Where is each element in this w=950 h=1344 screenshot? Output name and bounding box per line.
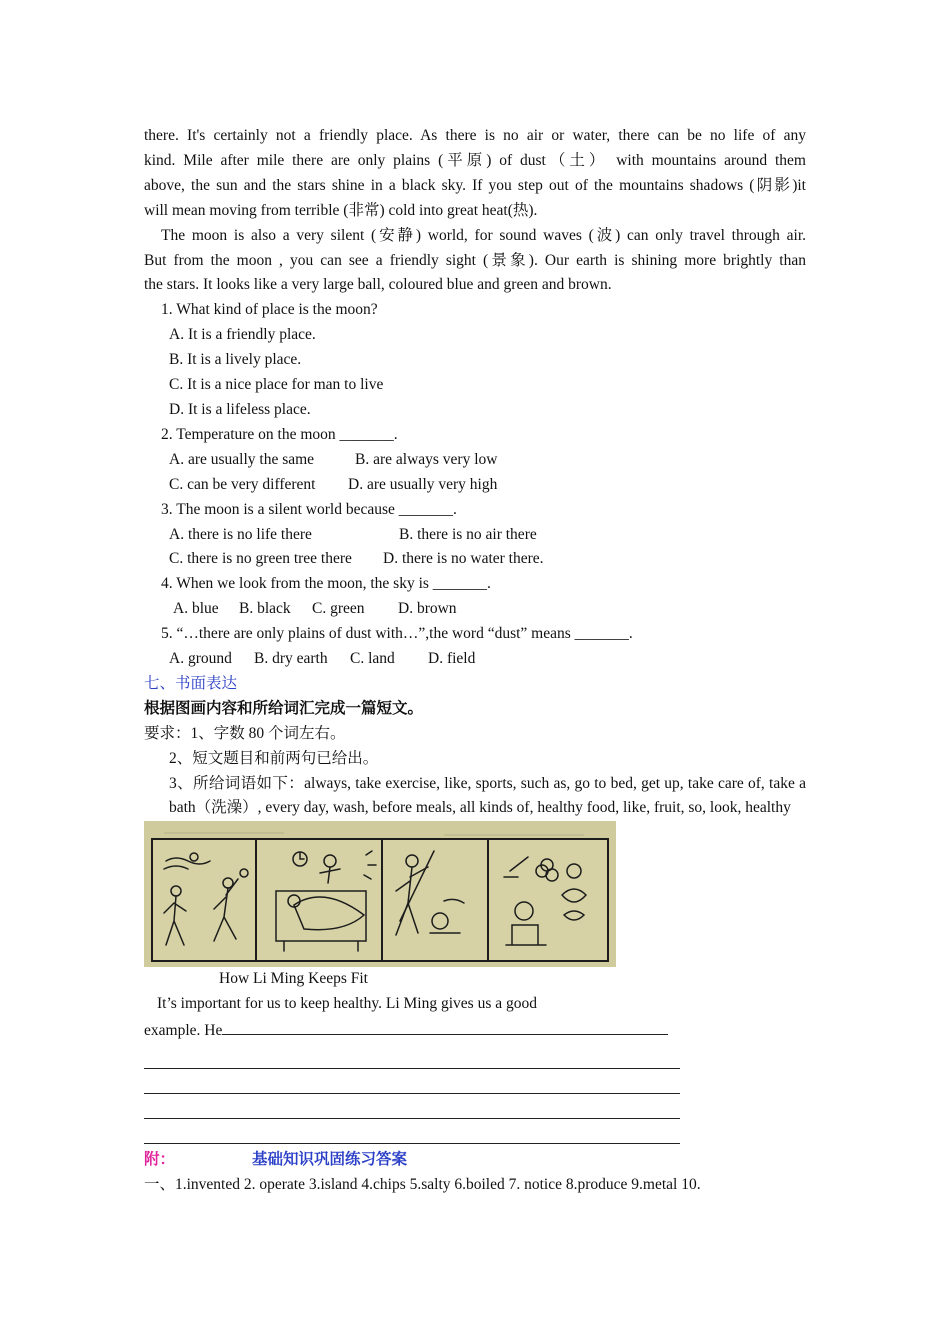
writing-blank-line[interactable] [144, 1044, 680, 1069]
requirement-label: 要求： [144, 724, 191, 742]
writing-instruction: 根据图画内容和所给词汇完成一篇短文。 [144, 699, 424, 717]
passage-line: there. It's certainly not a friendly place. As there is no air or water, there can be no life of any [144, 127, 806, 144]
option-row [144, 547, 806, 572]
answer-option: D. brown [398, 600, 457, 618]
question-stem: 3. The moon is a silent world because _______. [161, 500, 457, 518]
comic-strip-image [144, 821, 616, 967]
question-stem: 2. Temperature on the moon _______. [161, 425, 398, 443]
requirement-3: 3、所给词语如下：always, take exercise, like, sports, such as, go to bed, get up, take care of, take a bath（洗澡）, every day, wash, before meals, all kinds of, healthy food, like, fruit, so, look, healthy [169, 774, 806, 817]
answer-option: A. blue [173, 600, 219, 618]
answer-option: C. there is no green tree there [169, 550, 352, 568]
option-row [144, 473, 806, 498]
option-row [144, 448, 806, 473]
question-stem: 1. What kind of place is the moon? [161, 301, 378, 319]
passage-line: But from the moon , you can see a friendly sight (景象). Our earth is shining more brightly than [144, 251, 806, 269]
essay-line-1: It’s important for us to keep healthy. Li Ming gives us a good [157, 995, 537, 1013]
writing-blank-line[interactable] [144, 1069, 680, 1094]
answer-option: C. land [350, 650, 395, 668]
answer-option: B. there is no air there [399, 525, 537, 543]
answer-option: C. can be very different [169, 475, 316, 493]
passage-line: The moon is also a very silent (安静) world, for sound waves (波) can only travel through air. [161, 226, 806, 244]
requirement-row [144, 722, 806, 747]
question-stem: 4. When we look from the moon, the sky is _______. [161, 575, 491, 593]
answer-option: C. It is a nice place for man to live [169, 376, 384, 394]
answer-key-label: 附： [144, 1151, 176, 1169]
requirement-2: 2、短文题目和前两句已给出。 [169, 749, 379, 767]
answer-option: D. there is no water there. [383, 550, 544, 568]
answer-key-title: 基础知识巩固练习答案 [252, 1151, 408, 1169]
option-row [144, 647, 806, 672]
answer-option: A. It is a friendly place. [169, 326, 316, 344]
answer-option: B. dry earth [254, 650, 328, 668]
answer-key-header [144, 1148, 806, 1173]
passage-paragraph-2 [144, 224, 806, 299]
passage-line: the stars. It looks like a very large ball, coloured blue and green and brown. [144, 276, 612, 294]
answer-option: B. It is a lively place. [169, 351, 302, 369]
passage-paragraph-1 [144, 124, 806, 224]
answer-option: B. black [239, 600, 291, 618]
answer-option: D. are usually very high [348, 475, 498, 493]
essay-line-2 [144, 1017, 806, 1044]
passage-line: kind. Mile after mile there are only plains (平原) of dust（土） with mountains around them [144, 151, 806, 169]
option-row [144, 523, 806, 548]
answer-option: C. green [312, 600, 365, 618]
section-title: 七、书面表达 [144, 674, 238, 692]
writing-blank-line[interactable] [144, 1094, 680, 1119]
writing-blank-line[interactable] [144, 1119, 680, 1144]
answer-option: B. are always very low [355, 450, 498, 468]
essay-line-2-start: example. He [144, 1022, 223, 1040]
document-content [144, 124, 806, 1198]
answer-option: A. there is no life there [169, 525, 312, 543]
essay-title: How Li Ming Keeps Fit [219, 970, 368, 988]
requirement-1: 1、字数 80 个词左右。 [190, 724, 346, 742]
answer-option: A. are usually the same [169, 450, 315, 468]
answer-option: A. ground [169, 650, 232, 668]
answer-option: D. field [428, 650, 476, 668]
passage-line: will mean moving from terrible (非常) cold into great heat(热). [144, 201, 538, 219]
option-row [144, 597, 806, 622]
answer-key-line: 一、1.invented 2. operate 3.island 4.chips 5.salty 6.boiled 7. notice 8.produce 9.metal 10. [144, 1176, 701, 1193]
comic-strip-drawing [144, 821, 616, 967]
answer-option: D. It is a lifeless place. [169, 400, 311, 418]
passage-line: above, the sun and the stars shine in a black sky. If you step out of the mountains shadows (阴影)it [144, 176, 806, 194]
question-stem: 5. “…there are only plains of dust with…”,the word “dust” means _______. [161, 625, 633, 643]
writing-blank[interactable] [222, 1017, 668, 1035]
